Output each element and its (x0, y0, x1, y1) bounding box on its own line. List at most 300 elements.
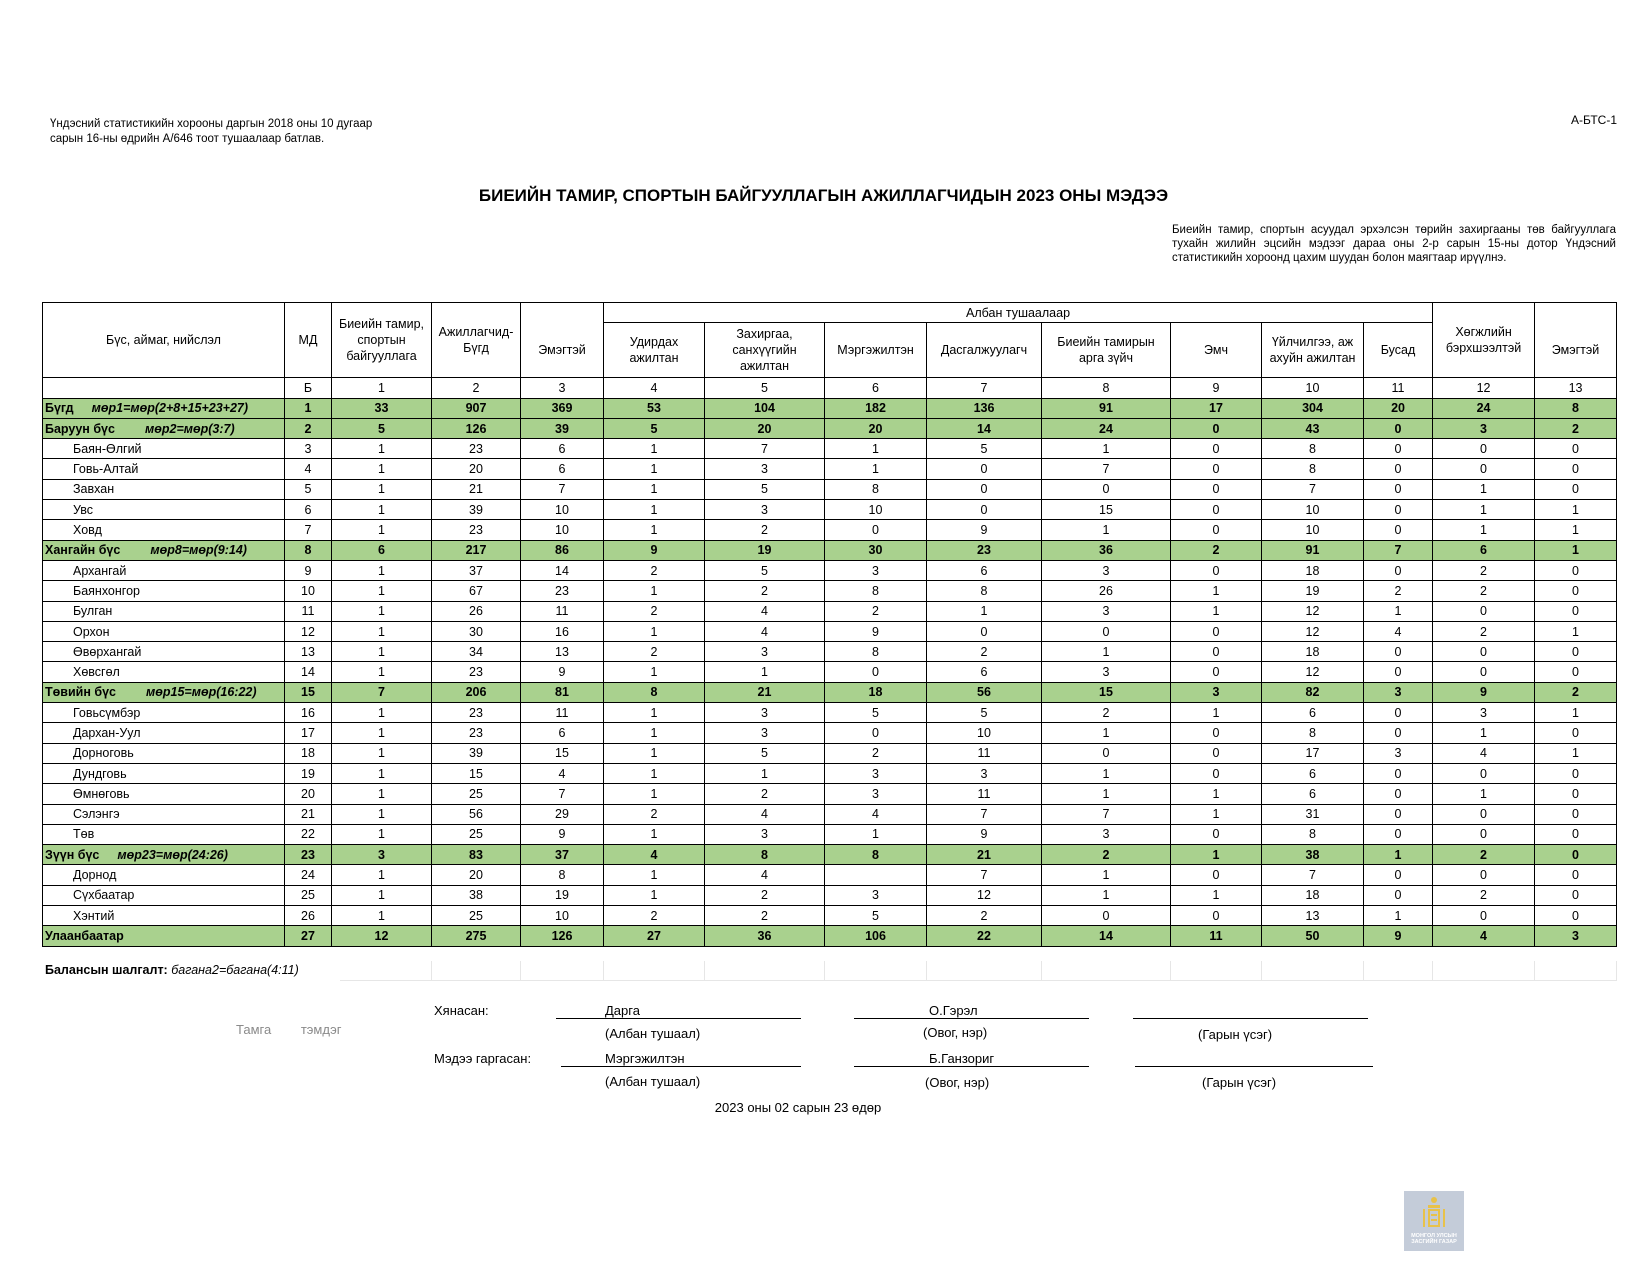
table-cell: 2 (1433, 621, 1535, 641)
table-cell: 1 (332, 439, 432, 459)
balance-check (45, 963, 299, 977)
table-cell: 182 (825, 398, 927, 418)
table-cell: 1 (604, 459, 705, 479)
table-row-subtotal (43, 418, 1617, 438)
table-cell: 5 (705, 560, 825, 580)
table-cell: 1 (1535, 500, 1617, 520)
table-cell: 2 (1364, 581, 1433, 601)
column-number-cell: 4 (604, 378, 705, 398)
table-cell: 2 (1433, 560, 1535, 580)
table-cell: 21 (927, 845, 1042, 865)
region-name-cell (43, 540, 285, 560)
table-row (43, 824, 1617, 844)
table-cell: 82 (1262, 682, 1364, 702)
table-cell: 2 (1042, 703, 1171, 723)
table-cell: 1 (332, 500, 432, 520)
table-cell: 1 (1042, 642, 1171, 662)
header-female-top (521, 303, 604, 323)
table-cell: 6 (285, 500, 332, 520)
table-cell: 8 (604, 682, 705, 702)
table-cell: 6 (1262, 784, 1364, 804)
table-cell: 5 (927, 703, 1042, 723)
table-cell: 12 (927, 885, 1042, 905)
row-formula: мөр8=мөр(9:14) (150, 543, 247, 558)
table-cell: 1 (1171, 784, 1262, 804)
table-cell: 1 (604, 520, 705, 540)
table-body (43, 398, 1617, 946)
header-coaches: Дасгалжуулагч (927, 323, 1042, 378)
table-cell: 2 (705, 885, 825, 905)
region-name: Баруун бүс (45, 421, 115, 436)
table-cell: 4 (705, 601, 825, 621)
region-name-cell (43, 398, 285, 418)
region-name-cell (43, 621, 285, 641)
column-number-cell: 5 (705, 378, 825, 398)
table-cell: 0 (1171, 500, 1262, 520)
table-cell: 83 (432, 845, 521, 865)
table-cell: 1 (1364, 906, 1433, 926)
table-cell: 0 (1364, 763, 1433, 783)
row-formula: мөр2=мөр(3:7) (144, 421, 235, 436)
table-cell: 53 (604, 398, 705, 418)
region-name: Увс (73, 502, 93, 517)
region-name-cell (43, 682, 285, 702)
table-cell: 126 (432, 418, 521, 438)
table-cell: 39 (432, 500, 521, 520)
table-cell: 7 (521, 784, 604, 804)
table-row (43, 784, 1617, 804)
balance-cell-divider (1616, 961, 1617, 981)
table-cell: 86 (521, 540, 604, 560)
table-cell: 8 (1535, 398, 1617, 418)
table-cell: 18 (285, 743, 332, 763)
table-cell: 16 (285, 703, 332, 723)
table-row-subtotal (43, 682, 1617, 702)
table-cell: 1 (1042, 885, 1171, 905)
reviewed-position-caption: (Албан тушаал) (605, 1026, 701, 1041)
table-cell: 12 (1262, 662, 1364, 682)
table-cell: 12 (332, 926, 432, 946)
table-cell: 30 (432, 621, 521, 641)
table-cell: 2 (604, 642, 705, 662)
column-number-cell: 11 (1364, 378, 1433, 398)
table-cell: 0 (1364, 459, 1433, 479)
table-cell: 0 (1364, 824, 1433, 844)
table-cell: 56 (927, 682, 1042, 702)
header-admin-finance: Захиргаа, санхүүгийн ажилтан (705, 323, 825, 378)
table-cell: 3 (1171, 682, 1262, 702)
table-cell: 6 (927, 662, 1042, 682)
table-cell: 8 (521, 865, 604, 885)
table-cell: 0 (1535, 784, 1617, 804)
table-cell: 0 (1364, 703, 1433, 723)
region-name-cell (43, 520, 285, 540)
table-cell: 0 (1171, 763, 1262, 783)
report-table (42, 302, 1617, 947)
table-cell: 104 (705, 398, 825, 418)
table-cell: 0 (1535, 885, 1617, 905)
table-cell: 43 (1262, 418, 1364, 438)
region-name-cell (43, 865, 285, 885)
reviewed-name: О.Гэрэл (929, 1003, 978, 1018)
table-cell: 1 (604, 500, 705, 520)
region-name-cell (43, 906, 285, 926)
table-cell: 0 (1171, 824, 1262, 844)
table-cell: 2 (927, 906, 1042, 926)
table-cell: 0 (1364, 500, 1433, 520)
table-cell: 21 (705, 682, 825, 702)
table-cell: 1 (1433, 784, 1535, 804)
table-cell: 2 (705, 520, 825, 540)
table-cell: 11 (1171, 926, 1262, 946)
table-cell: 17 (285, 723, 332, 743)
region-name-cell (43, 743, 285, 763)
region-name-cell (43, 581, 285, 601)
table-cell: 5 (332, 418, 432, 438)
table-cell: 3 (705, 723, 825, 743)
table-cell: 38 (432, 885, 521, 905)
table-cell: 304 (1262, 398, 1364, 418)
table-cell: 24 (1433, 398, 1535, 418)
reporter-signature-caption: (Гарын үсэг) (1202, 1075, 1277, 1090)
table-cell: 10 (521, 520, 604, 540)
region-name: Зүүн бүс (45, 847, 100, 862)
report-date: 2023 оны 02 сарын 23 өдөр (714, 1100, 882, 1115)
table-cell: 7 (1042, 804, 1171, 824)
table-cell: 2 (1433, 885, 1535, 905)
table-cell: 4 (705, 804, 825, 824)
table-cell: 1 (1535, 703, 1617, 723)
table-cell: 10 (1262, 500, 1364, 520)
reviewed-position: Дарга (605, 1003, 640, 1018)
table-cell: 0 (1364, 885, 1433, 905)
header-workers-total: Ажиллагчид-Бүгд (432, 303, 521, 378)
table-cell: 0 (1535, 459, 1617, 479)
table-cell: 7 (927, 865, 1042, 885)
column-number-cell: 2 (432, 378, 521, 398)
table-cell: 1 (604, 743, 705, 763)
table-cell: 6 (927, 560, 1042, 580)
table-cell: 38 (1262, 845, 1364, 865)
table-cell: 25 (432, 824, 521, 844)
row-formula: мөр1=мөр(2+8+15+23+27) (91, 401, 249, 416)
table-cell: 3 (825, 784, 927, 804)
table-cell: 1 (1042, 763, 1171, 783)
table-cell: 5 (825, 906, 927, 926)
table-cell: 0 (1535, 479, 1617, 499)
table-cell: 0 (1042, 906, 1171, 926)
table-cell: 9 (1433, 682, 1535, 702)
region-name: Дорнод (73, 868, 117, 883)
table-cell: 15 (285, 682, 332, 702)
table-cell: 0 (1433, 459, 1535, 479)
table-cell: 0 (1042, 621, 1171, 641)
table-cell: 3 (825, 560, 927, 580)
table-cell: 1 (1042, 520, 1171, 540)
table-cell: 6 (1433, 540, 1535, 560)
table-cell: 10 (927, 723, 1042, 743)
table-cell: 1 (332, 885, 432, 905)
table-row-subtotal (43, 398, 1617, 418)
table-cell: 3 (1042, 824, 1171, 844)
balance-formula: багана2=багана(4:11) (171, 963, 299, 977)
table-cell: 4 (604, 845, 705, 865)
table-cell: 23 (521, 581, 604, 601)
table-cell: 2 (825, 601, 927, 621)
table-cell: 0 (1364, 662, 1433, 682)
table-cell: 8 (825, 845, 927, 865)
region-name: Сүхбаатар (73, 888, 135, 903)
region-name-cell (43, 926, 285, 946)
table-cell: 0 (1364, 560, 1433, 580)
table-cell: 67 (432, 581, 521, 601)
table-cell: 6 (1262, 763, 1364, 783)
table-cell: 12 (1262, 621, 1364, 641)
table-cell: 37 (521, 845, 604, 865)
region-name-cell (43, 784, 285, 804)
table-cell: 14 (927, 418, 1042, 438)
table-cell: 1 (1433, 479, 1535, 499)
table-cell: 5 (927, 439, 1042, 459)
table-cell: 2 (604, 601, 705, 621)
table-cell: 21 (285, 804, 332, 824)
table-cell: 1 (1364, 601, 1433, 621)
table-cell: 24 (285, 865, 332, 885)
table-cell: 1 (332, 601, 432, 621)
header-specialists: Мэргэжилтэн (825, 323, 927, 378)
table-cell: 7 (927, 804, 1042, 824)
header-doctors: Эмч (1171, 323, 1262, 378)
table-cell: 9 (285, 560, 332, 580)
table-row-subtotal (43, 926, 1617, 946)
table-cell: 1 (604, 621, 705, 641)
table-cell: 0 (927, 459, 1042, 479)
table-cell: 0 (1171, 642, 1262, 662)
table-cell: 3 (1364, 682, 1433, 702)
table-cell: 1 (1042, 723, 1171, 743)
balance-cell-divider (1432, 961, 1433, 981)
region-name: Баян-Өлгий (73, 441, 142, 456)
table-cell: 0 (1171, 662, 1262, 682)
table-cell: 1 (332, 784, 432, 804)
table-cell: 9 (927, 520, 1042, 540)
table-cell: 4 (1433, 743, 1535, 763)
table-cell: 9 (521, 824, 604, 844)
table-cell: 2 (1535, 418, 1617, 438)
table-cell: 9 (927, 824, 1042, 844)
table-cell: 3 (1535, 926, 1617, 946)
region-name-cell (43, 601, 285, 621)
header-managers: Удирдах ажилтан (604, 323, 705, 378)
table-cell: 1 (332, 824, 432, 844)
table-cell: 7 (1042, 459, 1171, 479)
table-cell: 5 (604, 418, 705, 438)
region-name-cell (43, 763, 285, 783)
column-number-cell: 6 (825, 378, 927, 398)
table-cell: 14 (1042, 926, 1171, 946)
table-cell: 22 (285, 824, 332, 844)
table-cell: 0 (1433, 439, 1535, 459)
reviewed-name-line (854, 1018, 1089, 1019)
table-cell: 8 (825, 479, 927, 499)
table-cell: 1 (604, 824, 705, 844)
table-row (43, 743, 1617, 763)
table-cell: 1 (1171, 845, 1262, 865)
table-cell: 19 (521, 885, 604, 905)
table-cell: 1 (1535, 743, 1617, 763)
table-cell: 18 (1262, 885, 1364, 905)
region-name: Хангайн бүс (45, 543, 121, 558)
table-row (43, 500, 1617, 520)
table-cell: 0 (1535, 439, 1617, 459)
table-cell: 3 (1433, 703, 1535, 723)
table-cell: 1 (604, 662, 705, 682)
column-number-cell: 8 (1042, 378, 1171, 398)
reporter-signature-line (1135, 1066, 1373, 1067)
table-cell: 0 (1535, 824, 1617, 844)
header-md: МД (285, 303, 332, 378)
table-cell: 11 (521, 703, 604, 723)
table-cell: 4 (825, 804, 927, 824)
table-cell: 15 (1042, 682, 1171, 702)
table-cell: 0 (1364, 723, 1433, 743)
table-cell: 1 (604, 784, 705, 804)
table-cell: 10 (521, 906, 604, 926)
table-cell: 0 (1171, 459, 1262, 479)
table-cell: 14 (521, 560, 604, 580)
header-methodists: Биеийн тамирын арга зүйч (1042, 323, 1171, 378)
balance-label: Балансын шалгалт: (45, 963, 168, 977)
table-cell: 1 (1171, 885, 1262, 905)
table-cell: 15 (1042, 500, 1171, 520)
table-cell: 13 (1262, 906, 1364, 926)
column-number-cell: 10 (1262, 378, 1364, 398)
region-name: Төвийн бүс (45, 685, 116, 700)
table-cell: 0 (1433, 804, 1535, 824)
table-cell: 1 (1535, 621, 1617, 641)
logo-line-2: ЗАСГИЙН ГАЗАР (1411, 1239, 1457, 1245)
table-cell: 1 (332, 906, 432, 926)
balance-cell-divider (926, 961, 927, 981)
table-row (43, 865, 1617, 885)
table-cell: 0 (825, 723, 927, 743)
region-name-cell (43, 845, 285, 865)
table-cell: 0 (1364, 479, 1433, 499)
table-cell: 91 (1042, 398, 1171, 418)
region-name: Дархан-Уул (73, 725, 141, 740)
column-number-cell: 12 (1433, 378, 1535, 398)
table-cell: 1 (705, 763, 825, 783)
table-cell: 1 (604, 885, 705, 905)
table-cell: 91 (1262, 540, 1364, 560)
balance-cell-divider (431, 961, 432, 981)
table-cell: 7 (705, 439, 825, 459)
table-row (43, 601, 1617, 621)
region-name: Хэнтий (73, 908, 115, 923)
government-logo (1404, 1191, 1464, 1251)
table-cell: 1 (604, 763, 705, 783)
table-cell: 1 (604, 581, 705, 601)
table-cell: 22 (927, 926, 1042, 946)
table-cell: 39 (521, 418, 604, 438)
reporter-label: Мэдээ гаргасан: (434, 1051, 532, 1066)
column-number-empty (43, 378, 285, 398)
region-name-cell (43, 662, 285, 682)
table-cell: 8 (825, 581, 927, 601)
table-cell: 8 (1262, 824, 1364, 844)
table-cell: 0 (1364, 642, 1433, 662)
table-cell: 27 (285, 926, 332, 946)
table-cell: 1 (332, 621, 432, 641)
table-cell: 2 (705, 784, 825, 804)
table-cell: 1 (604, 439, 705, 459)
region-name-cell (43, 703, 285, 723)
table-cell: 7 (1364, 540, 1433, 560)
table-cell: 0 (1171, 906, 1262, 926)
table-row (43, 885, 1617, 905)
balance-cell-divider (603, 961, 604, 981)
column-number-cell: 9 (1171, 378, 1262, 398)
table-cell: 12 (285, 621, 332, 641)
table-cell: 0 (1433, 642, 1535, 662)
table-cell: 6 (521, 723, 604, 743)
table-cell: 5 (825, 703, 927, 723)
table-cell: 33 (332, 398, 432, 418)
table-cell: 0 (1535, 601, 1617, 621)
table-cell: 18 (825, 682, 927, 702)
table-cell: 21 (432, 479, 521, 499)
page-title: БИЕИЙН ТАМИР, СПОРТЫН БАЙГУУЛЛАГЫН АЖИЛЛАГЧИДЫН 2023 ОНЫ МЭДЭЭ (478, 186, 1169, 205)
table-cell: 0 (1535, 662, 1617, 682)
table-cell: 23 (927, 540, 1042, 560)
table-cell: 7 (1262, 479, 1364, 499)
table-cell: 3 (1433, 418, 1535, 438)
table-cell: 3 (705, 642, 825, 662)
table-cell: 4 (1433, 926, 1535, 946)
region-name-cell (43, 418, 285, 438)
table-cell: 1 (1433, 500, 1535, 520)
table-cell: 1 (604, 723, 705, 743)
table-cell: 8 (705, 845, 825, 865)
table-cell: 0 (1535, 763, 1617, 783)
table-cell: 2 (1042, 845, 1171, 865)
header-disabled-female: Эмэгтэй (1535, 323, 1617, 378)
table-cell: 0 (1171, 439, 1262, 459)
form-code: А-БТС-1 (1570, 113, 1617, 127)
table-cell: 20 (432, 865, 521, 885)
table-cell: 1 (332, 743, 432, 763)
column-number-cell: 7 (927, 378, 1042, 398)
region-name: Дорноговь (73, 746, 134, 761)
table-cell: 1 (825, 824, 927, 844)
table-cell: 2 (927, 642, 1042, 662)
table-cell: 5 (285, 479, 332, 499)
table-cell: 20 (432, 459, 521, 479)
table-cell: 0 (1364, 784, 1433, 804)
table-cell: 2 (705, 581, 825, 601)
table-cell: 3 (705, 824, 825, 844)
table-row (43, 439, 1617, 459)
table-cell: 26 (432, 601, 521, 621)
table-cell: 2 (604, 804, 705, 824)
table-cell: 11 (927, 784, 1042, 804)
table-cell: 3 (705, 459, 825, 479)
table-cell: 17 (1262, 743, 1364, 763)
region-name-cell (43, 885, 285, 905)
table-cell (825, 865, 927, 885)
table-cell: 19 (705, 540, 825, 560)
table-cell: 36 (1042, 540, 1171, 560)
